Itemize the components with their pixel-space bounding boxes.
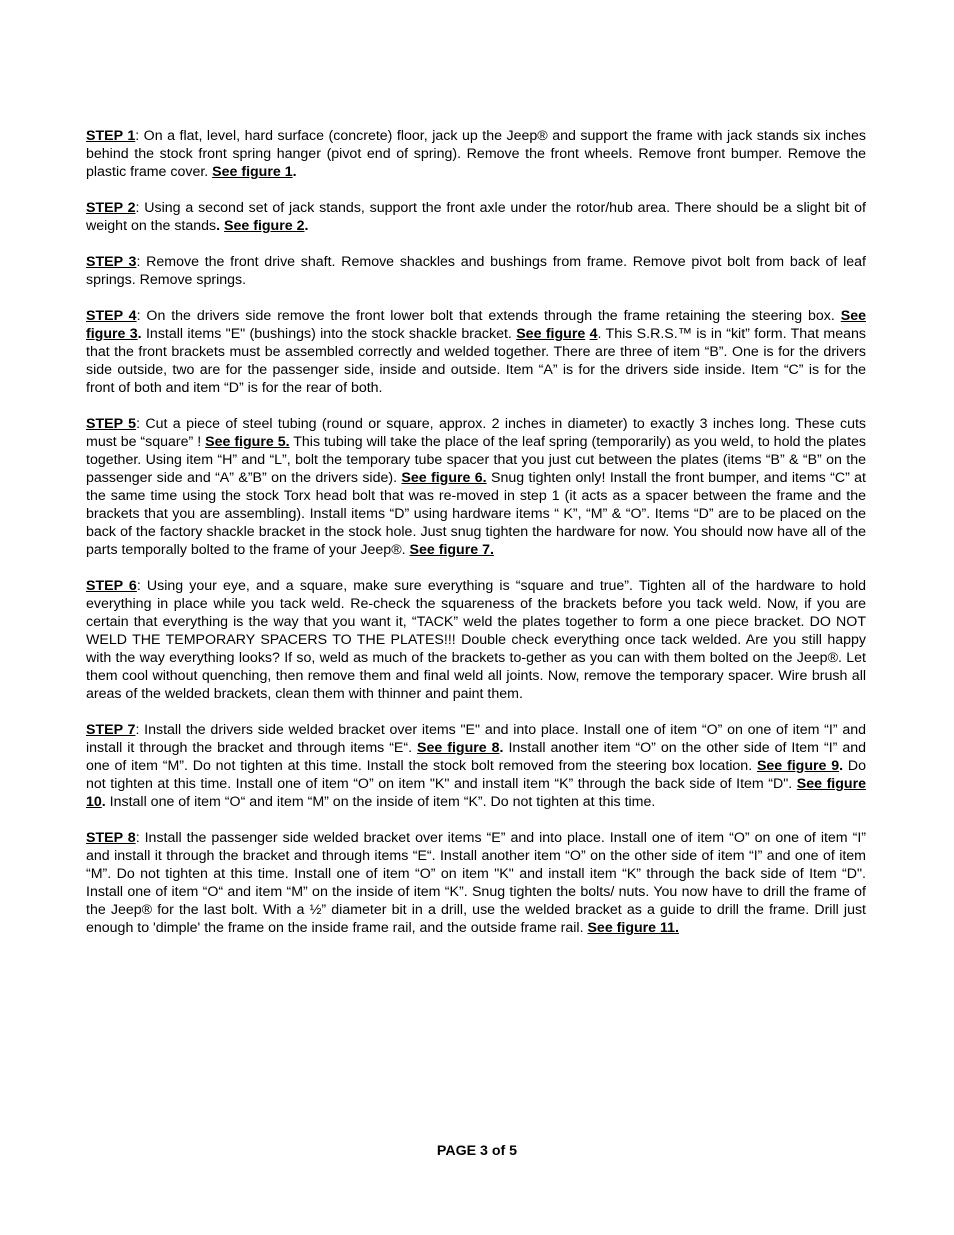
step-text: : On a flat, level, hard surface (concrete) floor, jack up the Jeep® and support the frame with jack stands six inches behind the stock front spring hanger (pivot end of spring). Remove the front wheels. Remove front bumper. Remove the plastic frame cover. (86, 128, 866, 180)
step-1 (86, 127, 866, 181)
bold-text: . (839, 758, 844, 774)
figure-reference: See figure (516, 326, 586, 342)
bold-text: . (499, 740, 504, 756)
figure-reference: See figure 11. (587, 920, 679, 936)
figure-reference: See figure 5. (205, 434, 290, 450)
step-text: : Cut a piece of steel tubing (round or square, approx. 2 inches in diameter) to exactly 3 inches long. These cuts must be “square” ! (86, 416, 866, 450)
figure-reference: See figure 10 (86, 776, 866, 810)
bold-text: . (304, 218, 309, 234)
step-label: STEP 2 (86, 200, 136, 216)
step-text: Install another item “O” on the other side of Item “I” and one of item “M”. Do not tighten at this time. Install the stock bolt removed from the steering box location. (86, 740, 867, 774)
step-label: STEP 4 (86, 308, 137, 324)
step-label: STEP 5 (86, 416, 137, 432)
page-number: PAGE 3 of 5 (436, 1143, 518, 1159)
step-text: : Using your eye, and a square, make sure everything is “square and true”. Tighten all of the hardware to hold everything in place while you tack weld. Re-check the squareness of the brackets before you tack weld. Now, if you are certain that everything is the way that you want it, “TACK” weld the plates together to form a one piece bracket. DO NOT WELD THE TEMPORARY SPACERS TO THE PLATES!!! Double check everything once tack welded. Are you still happy with the way everything looks? If so, weld as much of the brackets to-gether as you can with them bolted on the Jeep®. Let them cool without quenching, then remove them and final weld all joints. Now, remove the temporary spacer. Wire brush all areas of the welded brackets, clean them with thinner and paint them. (86, 578, 866, 702)
step-text: Snug tighten only! Install the front bumper, and items “C” at the same time using the stock Torx head bolt that was re-moved in step 1 (it acts as a spacer between the frame and the brackets that you are assembling). Install items “D” using hardware items “ K”, “M” & “O”. Items “D” are to be placed on the back of the factory shackle bracket in the stock hole. Just snug tighten the hardware for now. You should now have all of the parts temporally bolted to the frame of your Jeep®. (86, 470, 867, 558)
figure-reference: See figure 7. (409, 542, 494, 558)
figure-reference: See figure 8 (417, 740, 500, 756)
step-2 (86, 199, 866, 235)
bold-text: . (101, 794, 106, 810)
instructions-body (86, 127, 866, 955)
step-text: Install items "E" (bushings) into the stock shackle bracket. (141, 326, 517, 342)
step-7 (86, 721, 866, 811)
bold-text: . (137, 326, 142, 342)
step-text: . This S.R.S.™ is in “kit” form. That means that the front brackets must be assembled correctly and welded together. There are three of item “B”. One is for the drivers side outside, two are for the passenger side, inside and outside. Item “A” is for the drivers side inside. Item “C” is for the front of both and item “D” is for the rear of both. (86, 326, 866, 396)
figure-reference: See figure 1 (212, 164, 293, 180)
step-5 (86, 415, 866, 559)
step-text: : Remove the front drive shaft. Remove shackles and bushings from frame. Remove pivot bolt from back of leaf springs. Remove springs. (86, 254, 866, 288)
step-label: STEP 7 (86, 722, 136, 738)
step-label: STEP 1 (86, 128, 136, 144)
step-3 (86, 253, 866, 289)
step-text: : Install the drivers side welded bracket over items "E" and into place. Install one of item “O” on one of item “I” and install it through the bracket and through items “E“. (86, 722, 866, 756)
bold-text: . (216, 218, 225, 234)
figure-reference: See figure 9 (756, 758, 840, 774)
step-6 (86, 577, 866, 703)
step-4 (86, 307, 866, 397)
step-text: : On the drivers side remove the front lower bolt that extends through the frame retaining the steering box. (136, 308, 841, 324)
step-label: STEP 8 (86, 830, 136, 846)
step-label: STEP 3 (86, 254, 137, 270)
step-text: : Using a second set of jack stands, support the front axle under the rotor/hub area. There should be a slight bit of weight on the stands (86, 200, 866, 234)
step-text: Install one of item “O“ and item “M” on the inside of item “K”. Do not tighten at this time. (105, 794, 656, 810)
step-text: : Install the passenger side welded bracket over items “E” and into place. Install one of item “O” on one of item “I” and install it through the bracket and through items “E“. Install another item “O” on the other side of item “I” and one of item “M”. Do not tighten at this time. Install one of item “O” on item "K" and install item “K” through the back side of Item “D". Install one of item “O“ and item “M” on the inside of item “K”. Snug tighten the bolts/ nuts. You now have to drill the frame of the Jeep® for the last bolt. With a ½” diameter bit in a drill, use the welded bracket as a guide to drill the frame. Drill just enough to 'dimple' the frame on the inside frame rail, and the outside frame rail. (86, 830, 866, 936)
figure-reference: See figure 2 (224, 218, 305, 234)
figure-reference: See figure 3 (86, 308, 866, 342)
figure-reference: See figure 6. (401, 470, 487, 486)
figure-reference: 4 (589, 326, 598, 342)
step-8 (86, 829, 866, 937)
step-text: Do not tighten at this time. Install one of item “O” on item "K" and install item “K” through the back side of Item “D". (86, 758, 866, 792)
step-label: STEP 6 (86, 578, 137, 594)
bold-text: . (292, 164, 297, 180)
step-text: This tubing will take the place of the leaf spring (temporarily) as you weld, to hold the plates together. Using item “H” and “L”, bolt the temporary tube spacer that you just cut between the plates (items “B” & “B” on the passenger side and “A” &”B” on the drivers side). (86, 434, 866, 486)
